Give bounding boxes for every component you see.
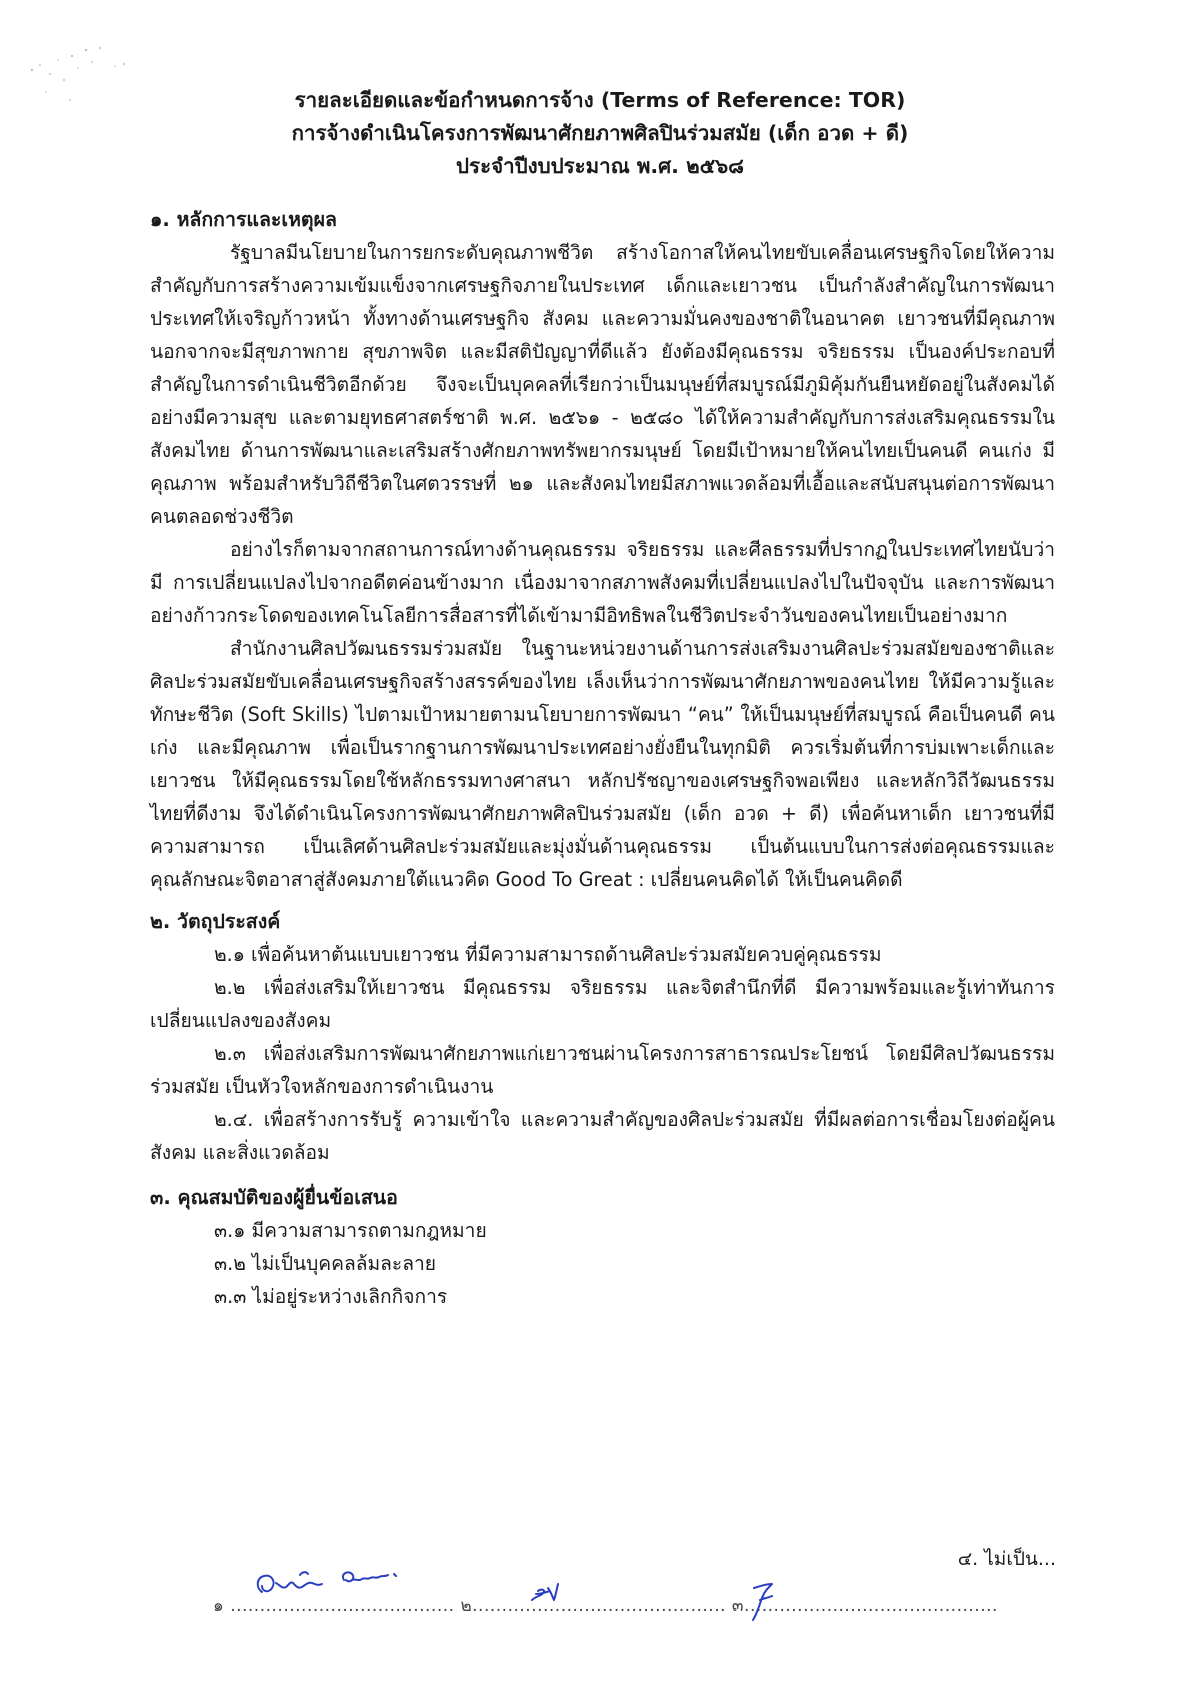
title-line-1: รายละเอียดและข้อกำหนดการจ้าง (Terms of Reference: TOR)	[294, 88, 906, 112]
section-1-heading: ๑. หลักการและเหตุผล	[150, 208, 337, 231]
objective-item: ๒.๓ เพื่อส่งเสริมการพัฒนาศักยภาพแก่เยาวชนผ่านโครงการสาธารณประโยชน์ โดยมีศิลปวัฒนธรรมร่วมสมัย เป็นหัวใจหลักของการดำเนินงาน	[150, 1042, 1055, 1098]
section-3-heading: ๓. คุณสมบัติของผู้ยื่นข้อเสนอ	[150, 1186, 398, 1209]
section-1-paragraph-2: อย่างไรก็ตามจากสถานการณ์ทางด้านคุณธรรม จริยธรรม และศีลธรรมที่ปรากฏในประเทศไทยนับว่ามี การเปลี่ยนแปลงไปจากอดีตค่อนข้างมาก เนื่องมาจากสภาพสังคมที่เปลี่ยนแปลงไปในปัจจุบัน และการพัฒนาอย่างก้าวกระโดดของเทคโนโลยีการสื่อสารที่ได้เข้ามามีอิทธิพลในชีวิตประจำวันของคนไทยเป็นอย่างมาก	[150, 538, 1055, 627]
section-2-heading: ๒. วัตถุประสงค์	[150, 910, 281, 933]
objective-item: ๒.๑ เพื่อค้นหาต้นแบบเยาวชน ที่มีความสามารถด้านศิลปะร่วมสมัยควบคู่คุณธรรม	[214, 943, 882, 966]
qualification-item: ๓.๒ ไม่เป็นบุคคลล้มละลาย	[214, 1252, 436, 1275]
signature-1b	[343, 1572, 396, 1581]
section-1-paragraph-1: รัฐบาลมีนโยบายในการยกระดับคุณภาพชีวิต สร้างโอกาสให้คนไทยขับเคลื่อนเศรษฐกิจโดยให้ความสำคัญกับการสร้างความเข้มแข็งจากเศรษฐกิจภายในประเทศ เด็กและเยาวชน เป็นกำลังสำคัญในการพัฒนาประเทศให้เจริญก้าวหน้า ทั้งทางด้านเศรษฐกิจ สังคม และความมั่นคงของชาติในอนาคต เยาวชนที่มีคุณภาพ นอกจากจะมีสุขภาพกาย สุขภาพจิต และมีสติปัญญาที่ดีแล้ว ยังต้องมีคุณธรรม จริยธรรม เป็นองค์ประกอบที่สำคัญในการดำเนินชีวิตอีกด้วย จึงจะเป็นบุคคลที่เรียกว่าเป็นมนุษย์ที่สมบูรณ์มีภูมิคุ้มกันยืนหยัดอยู่ในสังคมได้อย่างมีความสุข และตามยุทธศาสตร์ชาติ พ.ศ. ๒๕๖๑ - ๒๕๘๐ ได้ให้ความสำคัญกับการส่งเสริมคุณธรรมในสังคมไทย ด้านการพัฒนาและเสริมสร้างศักยภาพทรัพยากรมนุษย์ โดยมีเป้าหมายให้คนไทยเป็นคนดี คนเก่ง มีคุณภาพ พร้อมสำหรับวิถีชีวิตในศตวรรษที่ ๒๑ และสังคมไทยมีสภาพแวดล้อมที่เอื้อและสนับสนุนต่อการพัฒนาคนตลอดช่วงชีวิต	[150, 241, 1055, 528]
document-body	[150, 203, 1055, 1313]
section-1-paragraph-3: สำนักงานศิลปวัฒนธรรมร่วมสมัย ในฐานะหน่วยงานด้านการส่งเสริมงานศิลปะร่วมสมัยของชาติและศิลปะร่วมสมัยขับเคลื่อนเศรษฐกิจสร้างสรรค์ของไทย เล็งเห็นว่าการพัฒนาศักยภาพของคนไทย ให้มีความรู้และทักษะชีวิต (Soft Skills) ไปตามเป้าหมายตามนโยบายการพัฒนา “คน” ให้เป็นมนุษย์ที่สมบูรณ์ คือเป็นคนดี คนเก่ง และมีคุณภาพ เพื่อเป็นรากฐานการพัฒนาประเทศอย่างยั่งยืนในทุกมิติ ควรเริ่มต้นที่การบ่มเพาะเด็กและเยาวชน ให้มีคุณธรรมโดยใช้หลักธรรมทางศาสนา หลักปรัชญาของเศรษฐกิจพอเพียง และหลักวิถีวัฒนธรรมไทยที่ดีงาม จึงได้ดำเนินโครงการพัฒนาศักยภาพศิลปินร่วมสมัย (เด็ก อวด + ดี) เพื่อค้นหาเด็ก เยาวชนที่มีความสามารถ เป็นเลิศด้านศิลปะร่วมสมัยและมุ่งมั่นด้านคุณธรรม เป็นต้นแบบในการส่งต่อคุณธรรมและคุณลักษณะจิตอาสาสู่สังคมภายใต้แนวคิด Good To Great : เปลี่ยนคนคิดได้ ให้เป็นคนคิดดี	[150, 637, 1055, 891]
qualification-item: ๓.๑ มีความสามารถตามกฎหมาย	[214, 1219, 487, 1242]
objective-item: ๒.๔. เพื่อสร้างการรับรู้ ความเข้าใจ และความสำคัญของศิลปะร่วมสมัย ที่มีผลต่อการเชื่อมโยงต่อผู้คน สังคม และสิ่งแวดล้อม	[150, 1108, 1055, 1164]
continuation-marker: ๔. ไม่เป็น...	[957, 1548, 1056, 1570]
document-header	[150, 84, 1050, 183]
objective-item: ๒.๒ เพื่อส่งเสริมให้เยาวชน มีคุณธรรม จริยธรรม และจิตสำนึกที่ดี มีความพร้อมและรู้เท่าทันการเปลี่ยนแปลงของสังคม	[150, 976, 1055, 1032]
scan-noise	[20, 40, 140, 110]
title-line-2: การจ้างดำเนินโครงการพัฒนาศักยภาพศิลปินร่วมสมัย (เด็ก อวด + ดี)	[291, 121, 909, 145]
title-line-3: ประจำปีงบประมาณ พ.ศ. ๒๕๖๘	[456, 154, 744, 178]
signature-line: ๑ ...................................... ๒........................................... ๓...........................................	[213, 1596, 998, 1616]
signature-1	[258, 1572, 322, 1592]
qualification-item: ๓.๓ ไม่อยู่ระหว่างเลิกกิจการ	[214, 1285, 448, 1308]
